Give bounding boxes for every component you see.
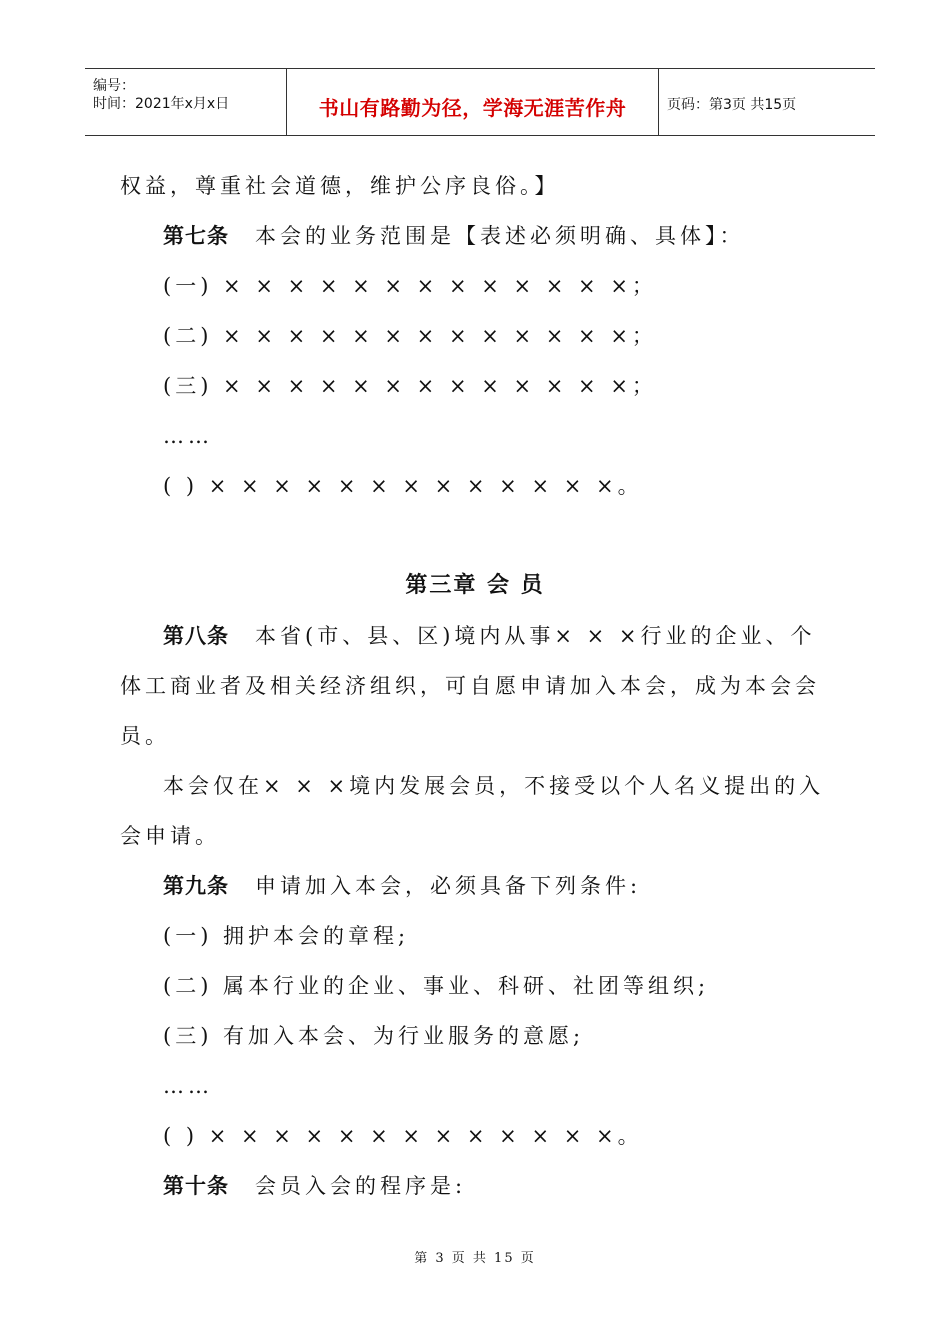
article-7-item-3: (三) × × × × × × × × × × × × ×； — [163, 374, 657, 398]
article-9-item-3: (三) 有加入本会、为行业服务的意愿; — [163, 1024, 585, 1048]
header-page-cell — [659, 69, 875, 135]
article-7-item-1: (一) × × × × × × × × × × × × ×； — [163, 274, 657, 298]
body-line: 员。 — [120, 724, 170, 748]
article-7-text: 本会的业务范围是【表述必须明确、具体】： — [255, 224, 745, 248]
page-footer: 第 3 页 共 15 页 — [414, 1251, 536, 1266]
article-8-text: 本省(市、县、区)境内从事× × ×行业的企业、个 — [255, 624, 816, 648]
article-7-item-2: (二) × × × × × × × × × × × × ×； — [163, 324, 657, 348]
article-10 — [163, 1171, 466, 1201]
article-9-item-2: (二) 属本行业的企业、事业、科研、社团等组织; — [163, 974, 710, 998]
article-9-title: 第九条 — [163, 874, 229, 898]
article-7-title: 第七条 — [163, 224, 229, 248]
page-header — [85, 68, 875, 136]
article-9 — [163, 871, 641, 901]
header-meta-cell — [85, 69, 286, 135]
header-motto-cell — [286, 69, 659, 135]
article-7 — [163, 221, 745, 251]
article-9-item-1: (一) 拥护本会的章程; — [163, 924, 410, 948]
header-motto: 书山有路勤为径，学海无涯苦作舟 — [318, 96, 627, 120]
article-8 — [163, 621, 816, 651]
article-10-title: 第十条 — [163, 1174, 229, 1198]
chapter-title: 第三章 会 员 — [405, 573, 545, 598]
body-line: 会申请。 — [120, 824, 220, 848]
article-9-item-n: ( ) × × × × × × × × × × × × ×。 — [163, 1124, 643, 1148]
header-time-label: 时间：2021年x月x日 — [93, 96, 230, 112]
header-number-label: 编号： — [93, 78, 135, 94]
body-line: 体工商业者及相关经济组织，可自愿申请加入本会，成为本会会 — [120, 674, 820, 698]
article-8-title: 第八条 — [163, 624, 229, 648]
header-page-info: 页码：第3页 共15页 — [667, 97, 797, 113]
article-9-text: 申请加入本会，必须具备下列条件: — [255, 874, 642, 898]
body-line: 权益，尊重社会道德，维护公序良俗。】 — [120, 174, 560, 198]
body-line: 本会仅在× × ×境内发展会员，不接受以个人名义提出的入 — [163, 774, 825, 798]
ellipsis: …… — [163, 1074, 213, 1098]
ellipsis: …… — [163, 424, 213, 448]
article-10-text: 会员入会的程序是: — [255, 1174, 467, 1198]
article-7-item-n: ( ) × × × × × × × × × × × × ×。 — [163, 474, 643, 498]
